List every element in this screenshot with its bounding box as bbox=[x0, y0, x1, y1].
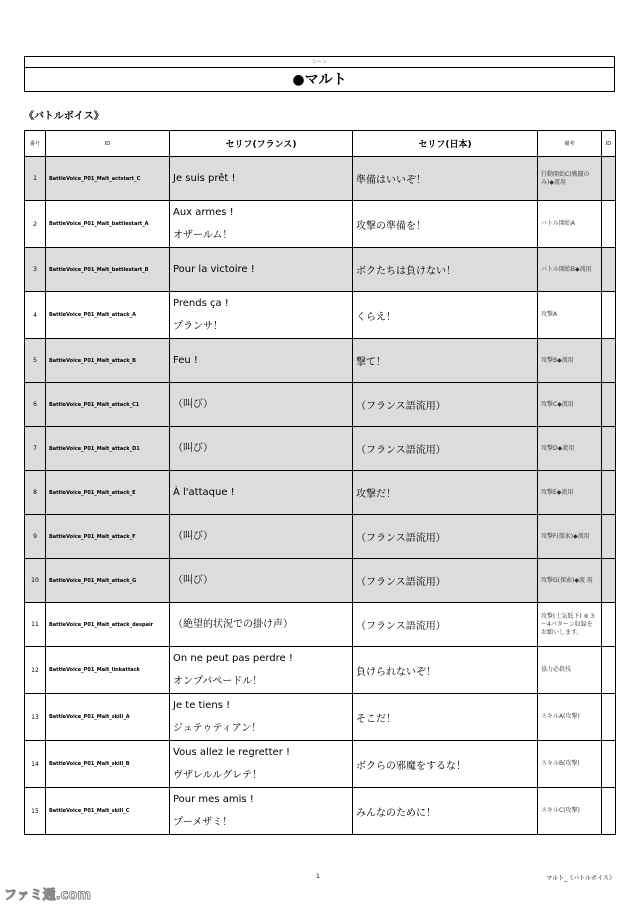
row-japanese-line: 攻撃だ！ bbox=[353, 471, 538, 515]
row-extra bbox=[602, 559, 616, 603]
french-line-text: オザールム！ bbox=[173, 230, 233, 241]
row-japanese-line: 負けられないぞ！ bbox=[353, 647, 538, 694]
row-id: BattleVoice_P01_Malt_linkattack bbox=[46, 647, 170, 694]
row-number: 7 bbox=[25, 427, 46, 471]
row-extra bbox=[602, 201, 616, 248]
table-row bbox=[25, 559, 616, 603]
table-row bbox=[25, 515, 616, 559]
row-japanese-line: （フランス語流用） bbox=[353, 559, 538, 603]
header-num: 番号 bbox=[25, 131, 46, 157]
row-id: BattleVoice_P01_Malt_skill_C bbox=[46, 788, 170, 835]
french-line-text: Vous allez le regretter ! bbox=[173, 747, 291, 758]
watermark-logo: ファミ通.com bbox=[4, 888, 91, 903]
table-row bbox=[25, 694, 616, 741]
row-french-line bbox=[170, 157, 353, 201]
table-row bbox=[25, 741, 616, 788]
row-note: 攻撃C◆流用 bbox=[538, 383, 602, 427]
row-french-line bbox=[170, 292, 353, 339]
header-id: ID bbox=[46, 131, 170, 157]
french-line-text: （叫び） bbox=[173, 399, 213, 410]
french-line-text: Je te tiens ! bbox=[173, 700, 231, 711]
row-extra bbox=[602, 647, 616, 694]
row-note: 攻撃G(探索)◆流 用 bbox=[538, 559, 602, 603]
table-row bbox=[25, 201, 616, 248]
row-id: BattleVoice_P01_Malt_battlestart_B bbox=[46, 248, 170, 292]
row-number: 9 bbox=[25, 515, 46, 559]
row-id: BattleVoice_P01_Malt_attack_G bbox=[46, 559, 170, 603]
row-note: 行動開始C(戦闘の み)◆流用 bbox=[538, 157, 602, 201]
table-row bbox=[25, 788, 616, 835]
french-line-text: オンプパペードル！ bbox=[173, 676, 263, 687]
scene-label: シーン bbox=[312, 59, 327, 65]
row-extra bbox=[602, 603, 616, 647]
row-id: BattleVoice_P01_Malt_attack_B bbox=[46, 339, 170, 383]
row-number: 13 bbox=[25, 694, 46, 741]
table-row bbox=[25, 647, 616, 694]
row-french-line bbox=[170, 603, 353, 647]
header-extra: ID bbox=[602, 131, 616, 157]
table-row bbox=[25, 157, 616, 201]
row-french-line bbox=[170, 694, 353, 741]
row-note: バトル開始A bbox=[538, 201, 602, 248]
row-japanese-line: 準備はいいぞ！ bbox=[353, 157, 538, 201]
row-id: BattleVoice_P01_Malt_attack_F bbox=[46, 515, 170, 559]
row-number: 11 bbox=[25, 603, 46, 647]
table-row bbox=[25, 248, 616, 292]
row-number: 4 bbox=[25, 292, 46, 339]
row-japanese-line: 攻撃の準備を！ bbox=[353, 201, 538, 248]
row-japanese-line: くらえ！ bbox=[353, 292, 538, 339]
row-note: スキルB(攻撃) bbox=[538, 741, 602, 788]
row-extra bbox=[602, 248, 616, 292]
row-japanese-line: （フランス語流用） bbox=[353, 515, 538, 559]
row-id: BattleVoice_P01_Malt_attack_E bbox=[46, 471, 170, 515]
row-number: 12 bbox=[25, 647, 46, 694]
page-title: ●マルト bbox=[292, 72, 347, 88]
table-row bbox=[25, 339, 616, 383]
row-french-line bbox=[170, 515, 353, 559]
row-french-line bbox=[170, 201, 353, 248]
row-french-line bbox=[170, 741, 353, 788]
row-french-line bbox=[170, 471, 353, 515]
row-note: 協力必殺技 bbox=[538, 647, 602, 694]
row-extra bbox=[602, 788, 616, 835]
table-header-row bbox=[25, 131, 616, 157]
row-french-line bbox=[170, 559, 353, 603]
scene-header bbox=[24, 56, 615, 92]
row-japanese-line: ボクらの邪魔をするな！ bbox=[353, 741, 538, 788]
table-row bbox=[25, 603, 616, 647]
table-row bbox=[25, 471, 616, 515]
row-note: スキルC(攻撃) bbox=[538, 788, 602, 835]
row-french-line bbox=[170, 248, 353, 292]
row-extra bbox=[602, 694, 616, 741]
row-japanese-line: みんなのために！ bbox=[353, 788, 538, 835]
voice-table bbox=[24, 130, 616, 835]
row-japanese-line: ボクたちは負けない！ bbox=[353, 248, 538, 292]
french-line-text: À l'attaque ! bbox=[173, 487, 235, 498]
row-number: 1 bbox=[25, 157, 46, 201]
row-id: BattleVoice_P01_Malt_attack_C1 bbox=[46, 383, 170, 427]
row-japanese-line: そこだ！ bbox=[353, 694, 538, 741]
french-line-text: On ne peut pas perdre ! bbox=[173, 653, 293, 664]
row-japanese-line: （フランス語流用） bbox=[353, 427, 538, 471]
row-id: BattleVoice_P01_Malt_skill_A bbox=[46, 694, 170, 741]
row-french-line bbox=[170, 647, 353, 694]
french-line-text: （絶望的状況での掛け声） bbox=[173, 619, 293, 630]
row-number: 3 bbox=[25, 248, 46, 292]
page-number: 1 bbox=[316, 873, 320, 880]
header-jp: セリフ(日本) bbox=[353, 131, 538, 157]
french-line-text: Pour mes amis ! bbox=[173, 794, 254, 805]
row-number: 10 bbox=[25, 559, 46, 603]
french-line-text: Aux armes ! bbox=[173, 207, 234, 218]
french-line-text: プーメザミ！ bbox=[173, 817, 233, 828]
row-note: 攻撃F(探索)◆流用 bbox=[538, 515, 602, 559]
row-french-line bbox=[170, 427, 353, 471]
row-extra bbox=[602, 383, 616, 427]
row-french-line bbox=[170, 339, 353, 383]
french-line-text: Pour la victoire ! bbox=[173, 264, 255, 275]
row-number: 8 bbox=[25, 471, 46, 515]
section-title: 《バトルボイス》 bbox=[24, 111, 104, 122]
header-fr: セリフ(フランス) bbox=[170, 131, 353, 157]
row-extra bbox=[602, 339, 616, 383]
french-line-text: ジュテゥティアン！ bbox=[173, 723, 262, 734]
row-note: 攻撃E◆流用 bbox=[538, 471, 602, 515]
row-id: BattleVoice_P01_Malt_skill_B bbox=[46, 741, 170, 788]
table-row bbox=[25, 292, 616, 339]
french-line-text: Prends ça ! bbox=[173, 298, 229, 309]
table-row bbox=[25, 383, 616, 427]
french-line-text: ヴザレルルグレテ！ bbox=[173, 770, 263, 781]
row-extra bbox=[602, 292, 616, 339]
french-line-text: Je suis prêt ! bbox=[173, 173, 236, 184]
row-extra bbox=[602, 741, 616, 788]
row-number: 6 bbox=[25, 383, 46, 427]
row-number: 15 bbox=[25, 788, 46, 835]
french-line-text: （叫び） bbox=[173, 531, 213, 542]
row-japanese-line: 撃て！ bbox=[353, 339, 538, 383]
row-id: BattleVoice_P01_Malt_attack_D1 bbox=[46, 427, 170, 471]
row-extra bbox=[602, 515, 616, 559]
header-note: 備考 bbox=[538, 131, 602, 157]
row-number: 14 bbox=[25, 741, 46, 788]
row-id: BattleVoice_P01_Malt_attack_despair bbox=[46, 603, 170, 647]
footer-sheet-name: マルト_《バトルボイス》 bbox=[546, 875, 615, 882]
row-number: 2 bbox=[25, 201, 46, 248]
french-line-text: （叫び） bbox=[173, 575, 213, 586]
row-french-line bbox=[170, 383, 353, 427]
row-note: 攻撃D◆流用 bbox=[538, 427, 602, 471]
row-french-line bbox=[170, 788, 353, 835]
row-id: BattleVoice_P01_Malt_battlestart_A bbox=[46, 201, 170, 248]
row-note: 攻撃A bbox=[538, 292, 602, 339]
french-line-text: （叫び） bbox=[173, 443, 213, 454]
french-line-text: プランサ！ bbox=[173, 321, 223, 332]
row-extra bbox=[602, 427, 616, 471]
row-id: BattleVoice_P01_Malt_actstart_C bbox=[46, 157, 170, 201]
row-note: スキルA(攻撃) bbox=[538, 694, 602, 741]
row-japanese-line: （フランス語流用） bbox=[353, 603, 538, 647]
row-note: 攻撃B◆流用 bbox=[538, 339, 602, 383]
row-note: 攻撃(士気低下) ※ 3～4パターン収録を お願いします。 bbox=[538, 603, 602, 647]
table-row bbox=[25, 427, 616, 471]
row-number: 5 bbox=[25, 339, 46, 383]
row-note: バトル開始B◆流用 bbox=[538, 248, 602, 292]
row-extra bbox=[602, 157, 616, 201]
row-extra bbox=[602, 471, 616, 515]
row-id: BattleVoice_P01_Malt_attack_A bbox=[46, 292, 170, 339]
row-japanese-line: （フランス語流用） bbox=[353, 383, 538, 427]
french-line-text: Feu ! bbox=[173, 355, 198, 366]
